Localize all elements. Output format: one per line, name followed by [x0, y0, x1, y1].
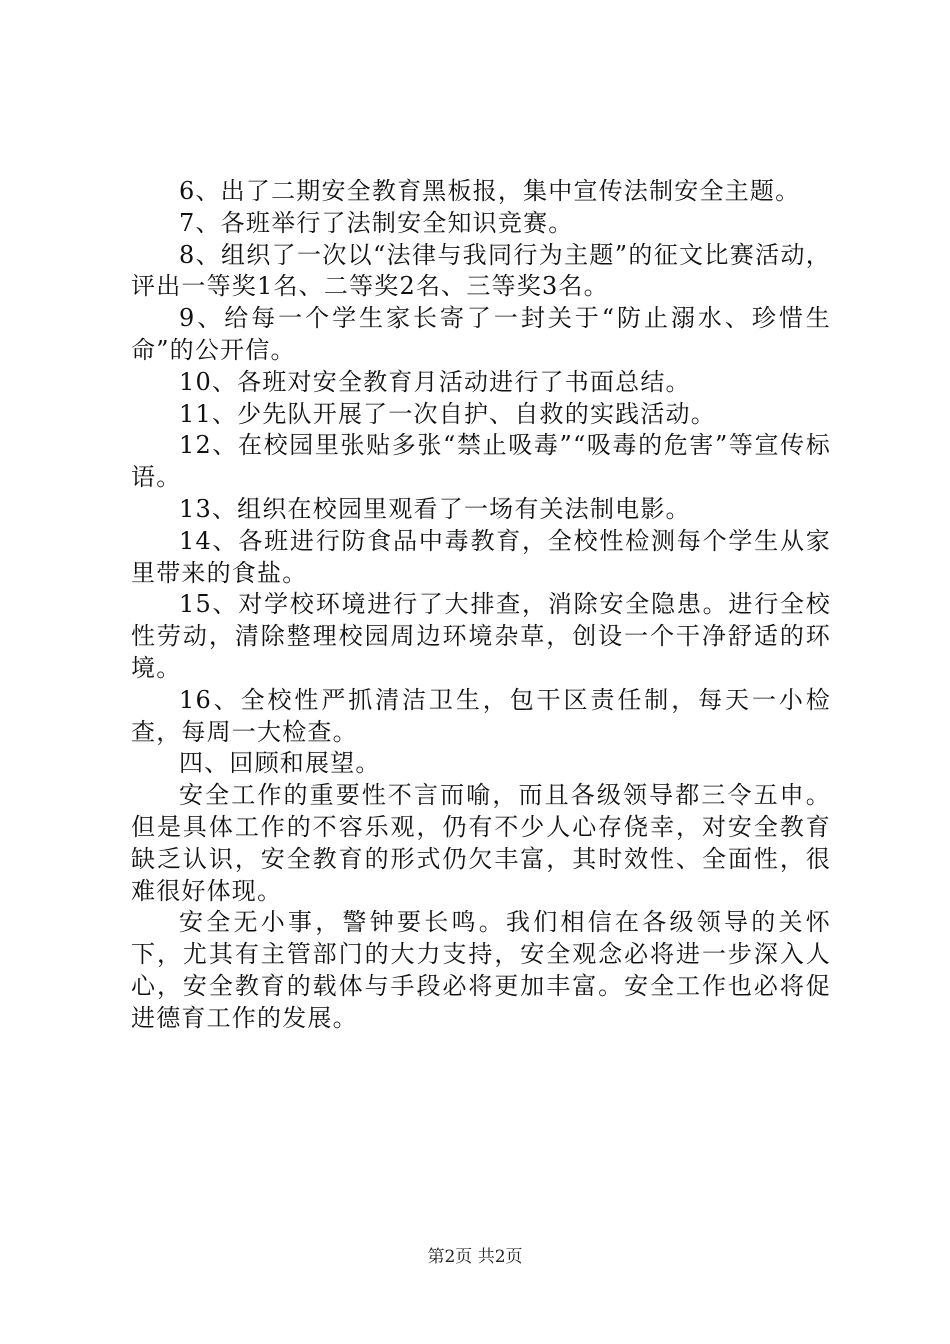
page-number-footer: 第2页 共2页 [427, 1247, 523, 1267]
paragraph-item-8: 8、组织了一次以“法律与我同行为主题”的征文比赛活动，评出一等奖1名、二等奖2名、三等奖3名。 [131, 240, 831, 301]
paragraph-item-9: 9、给每一个学生家长寄了一封关于“防止溺水、珍惜生命”的公开信。 [131, 304, 831, 364]
paragraph-item-13: 13、组织在校园里观看了一场有关法制电影。 [179, 494, 691, 523]
paragraph-item-10: 10、各班对安全教育月活动进行了书面总结。 [179, 367, 691, 396]
paragraph-item-16: 16、全校性严抓清洁卫生，包干区责任制，每天一小检查，每周一大检查。 [131, 685, 831, 746]
paragraph-importance: 安全工作的重要性不言而喻，而且各级领导都三令五申。但是具体工作的不容乐观，仍有不少人心存侥幸，对安全教育缺乏认识，安全教育的形式仍欠丰富，其时效性、全面性，很难很好体现。 [131, 781, 831, 905]
paragraph-item-12: 12、在校园里张贴多张“禁止吸毒”“吸毒的危害”等宣传标语。 [131, 431, 831, 492]
paragraph-item-11: 11、少先队开展了一次自护、自救的实践活动。 [179, 399, 716, 428]
document-body [131, 176, 831, 1035]
paragraph-item-6: 6、出了二期安全教育黑板报，集中宣传法制安全主题。 [179, 177, 801, 205]
paragraph-item-7: 7、各班举行了法制安全知识竞赛。 [179, 208, 574, 237]
paragraph-item-14: 14、各班进行防食品中毒教育，全校性检测每个学生从家里带来的食盐。 [131, 526, 831, 587]
paragraph-item-15: 15、对学校环境进行了大排查，消除安全隐患。进行全校性劳动，清除整理校园周边环境杂草，创设一个干净舒适的环境。 [131, 590, 831, 682]
paragraph-outlook: 安全无小事，警钟要长鸣。我们相信在各级领导的关怀下，尤其有主管部门的大力支持，安全观念必将进一步深入人心，安全教育的载体与手段必将更加丰富。安全工作也必将促进德育工作的发展。 [131, 908, 831, 1032]
section-heading-review: 四、回顾和展望。 [179, 749, 381, 778]
